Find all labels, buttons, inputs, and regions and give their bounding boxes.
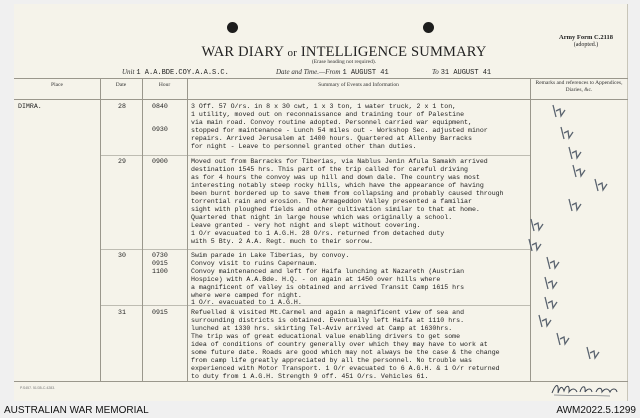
summary-line: idea of conditions of country generally over which they may have to work at — [191, 341, 488, 348]
pencil-tick-mark — [542, 274, 564, 292]
punch-hole-left — [227, 22, 238, 33]
column-divider — [187, 78, 188, 381]
summary-line: with 5 Bty. 2 A.A. Regt. much to their sorrow. — [191, 238, 374, 245]
summary-line: stopped for maintenance - Lunch 54 miles out - Workshop Sec. adjusted minor — [191, 127, 488, 134]
summary-line: to duty from 1 A.G.H. Strength 9 off. 451 O/rs. Vehicles 61. — [191, 373, 429, 380]
officer-signature — [550, 379, 620, 399]
pencil-tick-mark — [584, 344, 606, 362]
summary-line: destination 1545 hrs. This part of the trip called for careful driving — [191, 166, 468, 173]
summary-line: some future date. Roads are good which may not always be the case & the change — [191, 349, 500, 356]
column-header-date: Date — [115, 82, 127, 88]
table-header-rule — [14, 99, 628, 100]
column-header-summary: Summary of Events and Information — [318, 82, 399, 88]
punch-hole-right — [423, 22, 434, 33]
pencil-tick-mark — [566, 196, 588, 214]
summary-line: Refuelled & visited Mt.Carmel and again a magnificent view of sea and — [191, 309, 465, 316]
credit-catalogue-number: AWM2022.5.1299 — [556, 405, 636, 416]
column-header-hour: Hour — [158, 82, 171, 88]
credit-institution: AUSTRALIAN WAR MEMORIAL — [4, 405, 149, 416]
summary-line: 1 utility, moved out on reconnaissance and training tour of Palestine — [191, 111, 465, 118]
column-header-place: Place — [51, 82, 63, 88]
summary-line: sight with ploughed fields and other cultivation similar to that at home. — [191, 206, 480, 213]
summary-line: Hospice) with A.A.Bde. H.Q. - on again at 1450 over hills where — [191, 276, 441, 283]
pencil-tick-mark — [536, 312, 558, 330]
date-cell: 31 — [118, 309, 126, 316]
unit-label: Unit — [122, 68, 135, 76]
pencil-tick-mark — [566, 144, 588, 162]
summary-line: a magnificent of valley is obtained and arrived Transit Camp 1615 hrs — [191, 284, 465, 291]
summary-line: Quartered that night in large house which was originally a school. — [191, 214, 453, 221]
hour-cell: 0840 — [152, 103, 168, 110]
summary-line: for night - Leave to personnel granted other than duties. — [191, 143, 417, 150]
summary-line: 1 O/r. evacuated to 1 A.G.H. — [191, 299, 302, 306]
title-or: or — [287, 47, 298, 59]
hour-cell: 0915 — [152, 309, 168, 316]
summary-line: been burnt bordered up to save them from collapsing and probably caused through — [191, 190, 504, 197]
form-label: Army Form C.2118 — [559, 34, 613, 41]
pencil-tick-mark — [592, 176, 614, 194]
summary-line: via main road. Convoy routine adopted. Personnel carried war equipment, — [191, 119, 472, 126]
date-cell: 28 — [118, 103, 126, 110]
summary-line: experienced with Motor Transport. 1 O/r evacuated to 6 A.G.H. & 1 O/r returned — [191, 365, 500, 372]
summary-line: surrounding districts is obtained. Eventually left Haifa at 1110 hrs. — [191, 317, 465, 324]
date-from: 1 AUGUST 41 — [342, 69, 389, 77]
printer-mark: P.S457. 51/35-C.4283. — [20, 386, 56, 390]
hour-cell: 0730 — [152, 252, 168, 259]
date-to: 31 AUGUST 41 — [440, 69, 492, 77]
date-field — [276, 68, 389, 78]
summary-line: torrential rain and erosion. The Armageddon Valley presented a familiar — [191, 198, 472, 205]
summary-line: interesting notably steep rocky hills, which have the appearance of having — [191, 182, 484, 189]
title-intelligence-summary: INTELLIGENCE SUMMARY — [300, 44, 487, 60]
hour-cell: 1100 — [152, 268, 168, 275]
form-note: (adopted.) — [573, 42, 599, 48]
pencil-tick-mark — [542, 294, 564, 312]
pencil-tick-mark — [544, 254, 566, 272]
row-rule — [100, 249, 530, 250]
place-cell: DIMRA. — [18, 103, 42, 110]
summary-line: lunched at 1330 hrs. skirting Tel-Aviv arrived at Camp at 1630hrs. — [191, 325, 453, 332]
to-label: To — [432, 68, 439, 76]
summary-line: 1 O/r evacuated to 1 A.G.H. 28 O/rs. returned from detached duty — [191, 230, 445, 237]
hour-cell: 0900 — [152, 158, 168, 165]
unit-field — [122, 68, 229, 78]
summary-line: Convoy visit to ruins Capernaum. — [191, 260, 318, 267]
title-war-diary: WAR DIARY — [201, 44, 284, 60]
pencil-tick-mark — [558, 124, 580, 142]
column-divider — [142, 78, 143, 381]
summary-line: 3 Off. 57 O/rs. in 8 x 30 cwt, 1 x 3 ton, 1 water truck, 2 x 1 ton, — [191, 103, 457, 110]
unit-value: 1 A.A.BDE.COY.A.A.S.C. — [136, 69, 229, 77]
diary-sheet — [14, 4, 628, 401]
summary-line: Convoy maintenanced and left for Haifa lunching at Nazareth (Austrian — [191, 268, 465, 275]
table-bottom-rule — [14, 381, 628, 382]
hour-cell: 0915 — [152, 260, 168, 267]
summary-line: Moved out from Barracks for Tiberias, via Nablus Jenin Afula Samakh arrived — [191, 158, 488, 165]
pencil-tick-mark — [528, 216, 550, 234]
table-top-rule — [14, 78, 628, 79]
row-rule — [100, 305, 530, 306]
summary-line: repairs. Arrived Jerusalem at 1400 hours. Quartered at Allenby Barracks — [191, 135, 472, 142]
summary-line: where were camped for night. — [191, 292, 302, 299]
pencil-tick-mark — [570, 162, 592, 180]
pencil-tick-mark — [554, 330, 576, 348]
form-identifier — [550, 34, 622, 49]
column-divider — [100, 78, 101, 381]
summary-line: Swim parade in Lake Tiberias, by convoy. — [191, 252, 350, 259]
row-rule — [100, 155, 530, 156]
date-to-field — [432, 68, 491, 78]
date-label: Date and Time.—From — [276, 68, 341, 76]
pencil-tick-mark — [550, 102, 572, 120]
date-cell: 30 — [118, 252, 126, 259]
summary-line: The trip was of great educational value enabling drivers to get some — [191, 333, 461, 340]
page-subtitle: (Erase heading not required). — [311, 59, 377, 65]
hour-cell: 0930 — [152, 126, 168, 133]
summary-line: as for 4 hours the convoy was up hill and down dale. The country was most — [191, 174, 480, 181]
pencil-tick-mark — [526, 236, 548, 254]
date-cell: 29 — [118, 158, 126, 165]
summary-line: from camp life greatly appreciated by all the personnel. No trouble was — [191, 357, 472, 364]
column-header-remarks: Remarks and references to Appendices, Diaries, &c. — [535, 80, 623, 93]
summary-line: Leave granted - very hot night and slept without covering. — [191, 222, 421, 229]
